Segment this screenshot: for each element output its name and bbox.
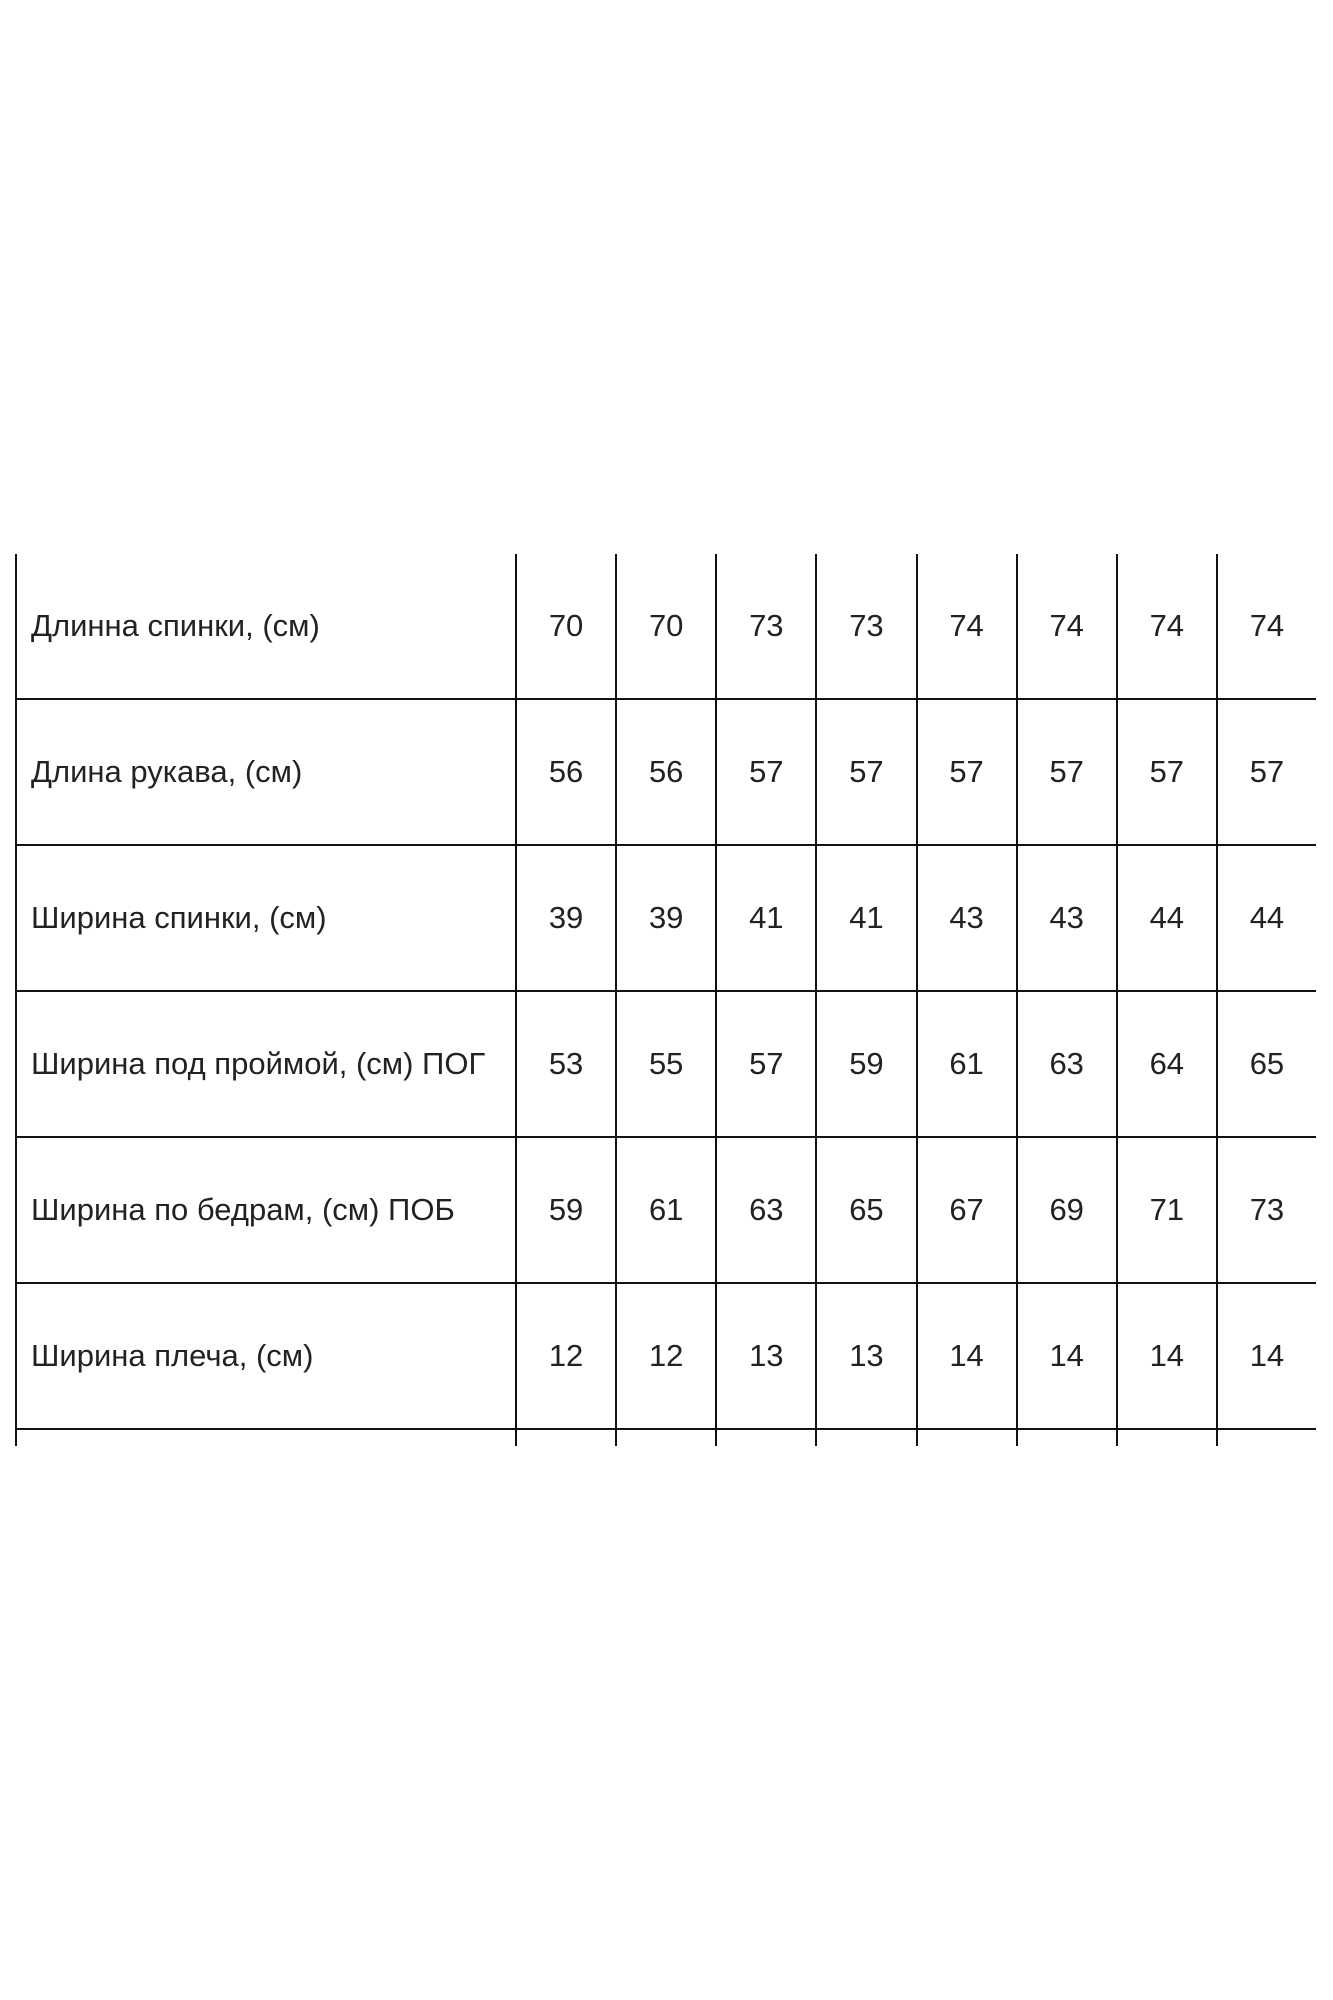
table-row — [16, 554, 1316, 699]
measurement-cell: 56 — [616, 699, 716, 845]
measurement-cell: 63 — [1017, 991, 1117, 1137]
size-chart-fragment — [15, 554, 1316, 1446]
cropped-cell — [917, 1429, 1017, 1446]
measurement-cell: 70 — [516, 554, 616, 699]
measurement-cell: 65 — [1217, 991, 1316, 1137]
cropped-cell — [1217, 1429, 1316, 1446]
cropped-cell — [816, 1429, 916, 1446]
measurement-cell: 59 — [816, 991, 916, 1137]
measurement-cell: 12 — [516, 1283, 616, 1429]
measurement-cell: 14 — [917, 1283, 1017, 1429]
row-label: Ширина спинки, (см) — [16, 845, 516, 991]
table-row — [16, 991, 1316, 1137]
table-row — [16, 845, 1316, 991]
measurement-cell: 70 — [616, 554, 716, 699]
measurement-cell: 13 — [816, 1283, 916, 1429]
row-label: Ширина по бедрам, (см) ПОБ — [16, 1137, 516, 1283]
measurement-cell: 57 — [1217, 699, 1316, 845]
cropped-cell — [516, 1429, 616, 1446]
measurement-cell: 61 — [616, 1137, 716, 1283]
table-row — [16, 699, 1316, 845]
row-label: Длинна спинки, (см) — [16, 554, 516, 699]
measurement-cell: 41 — [816, 845, 916, 991]
cropped-cell — [716, 1429, 816, 1446]
cropped-row — [16, 1429, 1316, 1446]
row-label: Ширина плеча, (см) — [16, 1283, 516, 1429]
cropped-cell — [616, 1429, 716, 1446]
measurement-cell: 74 — [1117, 554, 1217, 699]
measurement-cell: 14 — [1017, 1283, 1117, 1429]
measurement-cell: 57 — [917, 699, 1017, 845]
measurement-cell: 55 — [616, 991, 716, 1137]
measurement-cell: 74 — [1017, 554, 1117, 699]
measurement-cell: 43 — [917, 845, 1017, 991]
measurement-cell: 14 — [1217, 1283, 1316, 1429]
table-row — [16, 1283, 1316, 1429]
measurement-cell: 57 — [816, 699, 916, 845]
measurement-cell: 71 — [1117, 1137, 1217, 1283]
cropped-cell — [1017, 1429, 1117, 1446]
measurement-cell: 59 — [516, 1137, 616, 1283]
measurement-cell: 43 — [1017, 845, 1117, 991]
measurement-cell: 67 — [917, 1137, 1017, 1283]
measurement-cell: 65 — [816, 1137, 916, 1283]
size-chart-table — [15, 554, 1316, 1446]
measurement-cell: 63 — [716, 1137, 816, 1283]
measurement-cell: 53 — [516, 991, 616, 1137]
measurement-cell: 69 — [1017, 1137, 1117, 1283]
measurement-cell: 41 — [716, 845, 816, 991]
measurement-cell: 73 — [1217, 1137, 1316, 1283]
measurement-cell: 57 — [1117, 699, 1217, 845]
measurement-cell: 73 — [816, 554, 916, 699]
measurement-cell: 57 — [1017, 699, 1117, 845]
size-chart-body — [16, 554, 1316, 1446]
measurement-cell: 74 — [917, 554, 1017, 699]
cropped-row-label — [16, 1429, 516, 1446]
measurement-cell: 74 — [1217, 554, 1316, 699]
measurement-cell: 44 — [1217, 845, 1316, 991]
measurement-cell: 39 — [616, 845, 716, 991]
measurement-cell: 44 — [1117, 845, 1217, 991]
measurement-cell: 39 — [516, 845, 616, 991]
measurement-cell: 64 — [1117, 991, 1217, 1137]
cropped-cell — [1117, 1429, 1217, 1446]
table-row — [16, 1137, 1316, 1283]
row-label: Длина рукава, (см) — [16, 699, 516, 845]
measurement-cell: 61 — [917, 991, 1017, 1137]
measurement-cell: 12 — [616, 1283, 716, 1429]
measurement-cell: 56 — [516, 699, 616, 845]
measurement-cell: 57 — [716, 991, 816, 1137]
row-label: Ширина под проймой, (см) ПОГ — [16, 991, 516, 1137]
measurement-cell: 14 — [1117, 1283, 1217, 1429]
measurement-cell: 73 — [716, 554, 816, 699]
measurement-cell: 57 — [716, 699, 816, 845]
measurement-cell: 13 — [716, 1283, 816, 1429]
